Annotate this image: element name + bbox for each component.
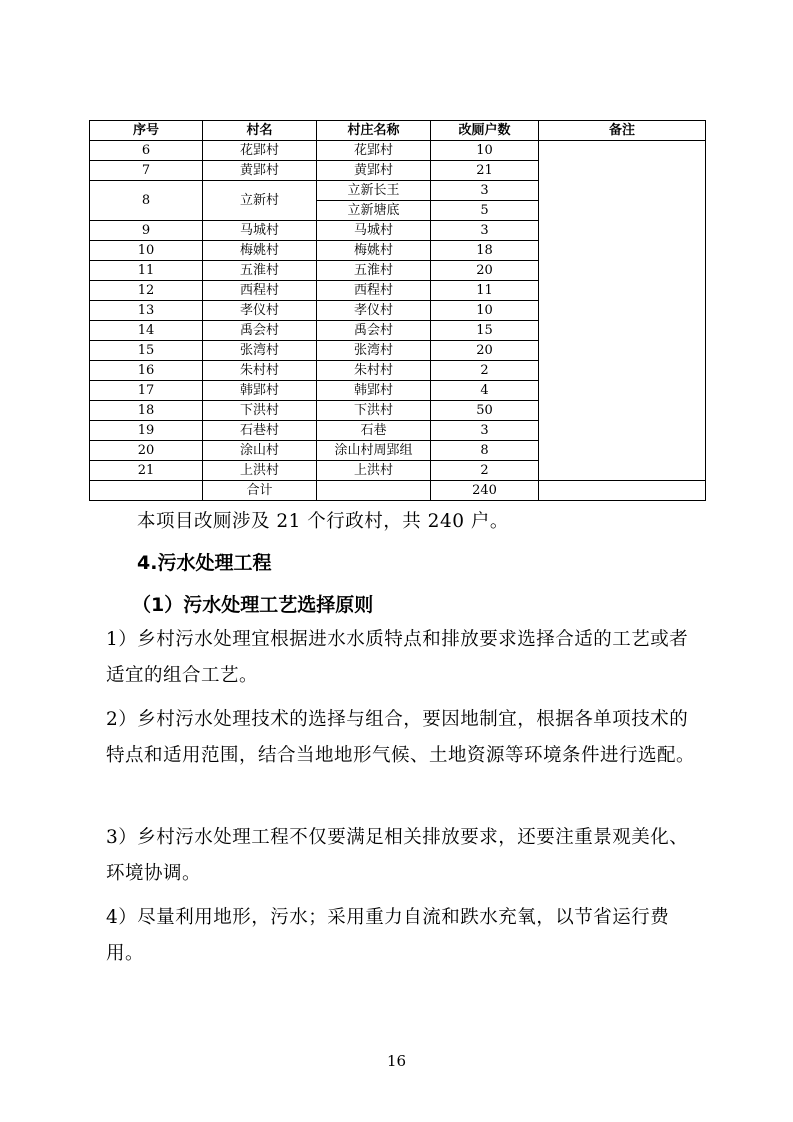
cell-village: 立新村 [203, 181, 317, 221]
village-table [89, 120, 706, 501]
total-label: 合计 [203, 481, 317, 501]
cell-no: 13 [90, 301, 203, 321]
cell-village: 马城村 [203, 221, 317, 241]
cell-hamlet: 韩郢村 [317, 381, 431, 401]
cell-hamlet: 梅姚村 [317, 241, 431, 261]
cell-count: 20 [431, 261, 539, 281]
section-heading: 4.污水处理工程 [137, 552, 272, 574]
cell-no: 7 [90, 161, 203, 181]
cell-no: 12 [90, 281, 203, 301]
cell-no: 19 [90, 421, 203, 441]
cell-village: 花郢村 [203, 141, 317, 161]
summary-text: 本项目改厕涉及 21 个行政村，共 240 户。 [137, 511, 509, 532]
cell-no: 20 [90, 441, 203, 461]
cell-village: 韩郢村 [203, 381, 317, 401]
header-remark: 备注 [539, 121, 706, 141]
cell-remark [539, 481, 706, 501]
total-count: 240 [431, 481, 539, 501]
cell-no: 21 [90, 461, 203, 481]
cell-village: 五淮村 [203, 261, 317, 281]
cell-count: 20 [431, 341, 539, 361]
cell-no [90, 481, 203, 501]
cell-no: 17 [90, 381, 203, 401]
header-village: 村名 [203, 121, 317, 141]
cell-no: 10 [90, 241, 203, 261]
cell-count: 3 [431, 221, 539, 241]
header-no: 序号 [90, 121, 203, 141]
cell-count: 2 [431, 361, 539, 381]
cell-no: 16 [90, 361, 203, 381]
cell-hamlet: 西程村 [317, 281, 431, 301]
paragraph-4: 4）尽量利用地形，污水；采用重力自流和跌水充氧，以节省运行费用。 [106, 907, 670, 964]
cell-hamlet: 禹会村 [317, 321, 431, 341]
cell-no: 9 [90, 221, 203, 241]
cell-count: 10 [431, 141, 539, 161]
paragraph-2: 2）乡村污水处理技术的选择与组合，要因地制宜，根据各单项技术的特点和适用范围，结合当地地形气候、土地资源等环境条件进行选配。 [106, 709, 696, 766]
paragraph-1: 1）乡村污水处理宜根据进水水质特点和排放要求选择合适的工艺或者适宜的组合工艺。 [106, 629, 689, 686]
cell-no: 6 [90, 141, 203, 161]
subsection-heading: （1）污水处理工艺选择原则 [132, 594, 374, 616]
cell-village: 张湾村 [203, 341, 317, 361]
cell-hamlet: 涂山村周郢组 [317, 441, 431, 461]
cell-count: 50 [431, 401, 539, 421]
cell-hamlet: 朱村村 [317, 361, 431, 381]
header-count: 改厕户数 [431, 121, 539, 141]
cell-count: 15 [431, 321, 539, 341]
table-header-row [90, 121, 706, 141]
cell-village: 朱村村 [203, 361, 317, 381]
cell-hamlet: 下洪村 [317, 401, 431, 421]
table-row [90, 141, 706, 161]
cell-count: 4 [431, 381, 539, 401]
cell-hamlet: 花郢村 [317, 141, 431, 161]
cell-village: 西程村 [203, 281, 317, 301]
cell-count: 5 [431, 201, 539, 221]
cell-hamlet: 黄郢村 [317, 161, 431, 181]
cell-count: 21 [431, 161, 539, 181]
table-total-row [90, 481, 706, 501]
cell-count: 2 [431, 461, 539, 481]
cell-hamlet: 张湾村 [317, 341, 431, 361]
paragraph-3: 3）乡村污水处理工程不仅要满足相关排放要求，还要注重景观美化、环境协调。 [106, 827, 689, 884]
cell-count: 10 [431, 301, 539, 321]
cell-hamlet: 马城村 [317, 221, 431, 241]
cell-village: 石巷村 [203, 421, 317, 441]
cell-no: 11 [90, 261, 203, 281]
cell-remark [539, 141, 706, 481]
cell-count: 8 [431, 441, 539, 461]
cell-no: 15 [90, 341, 203, 361]
cell-village: 黄郢村 [203, 161, 317, 181]
cell-village: 下洪村 [203, 401, 317, 421]
cell-no: 14 [90, 321, 203, 341]
cell-hamlet: 立新塘底 [317, 201, 431, 221]
header-hamlet: 村庄名称 [317, 121, 431, 141]
cell-village: 梅姚村 [203, 241, 317, 261]
cell-count: 11 [431, 281, 539, 301]
cell-no: 8 [90, 181, 203, 221]
cell-hamlet: 立新长王 [317, 181, 431, 201]
cell-village: 孝仪村 [203, 301, 317, 321]
cell-count: 3 [431, 181, 539, 201]
cell-village: 禹会村 [203, 321, 317, 341]
cell-village: 涂山村 [203, 441, 317, 461]
cell-count: 3 [431, 421, 539, 441]
cell-village: 上洪村 [203, 461, 317, 481]
cell-hamlet: 孝仪村 [317, 301, 431, 321]
cell-hamlet [317, 481, 431, 501]
page-number: 16 [386, 1052, 407, 1070]
cell-hamlet: 上洪村 [317, 461, 431, 481]
cell-count: 18 [431, 241, 539, 261]
cell-hamlet: 五淮村 [317, 261, 431, 281]
cell-no: 18 [90, 401, 203, 421]
cell-hamlet: 石巷 [317, 421, 431, 441]
